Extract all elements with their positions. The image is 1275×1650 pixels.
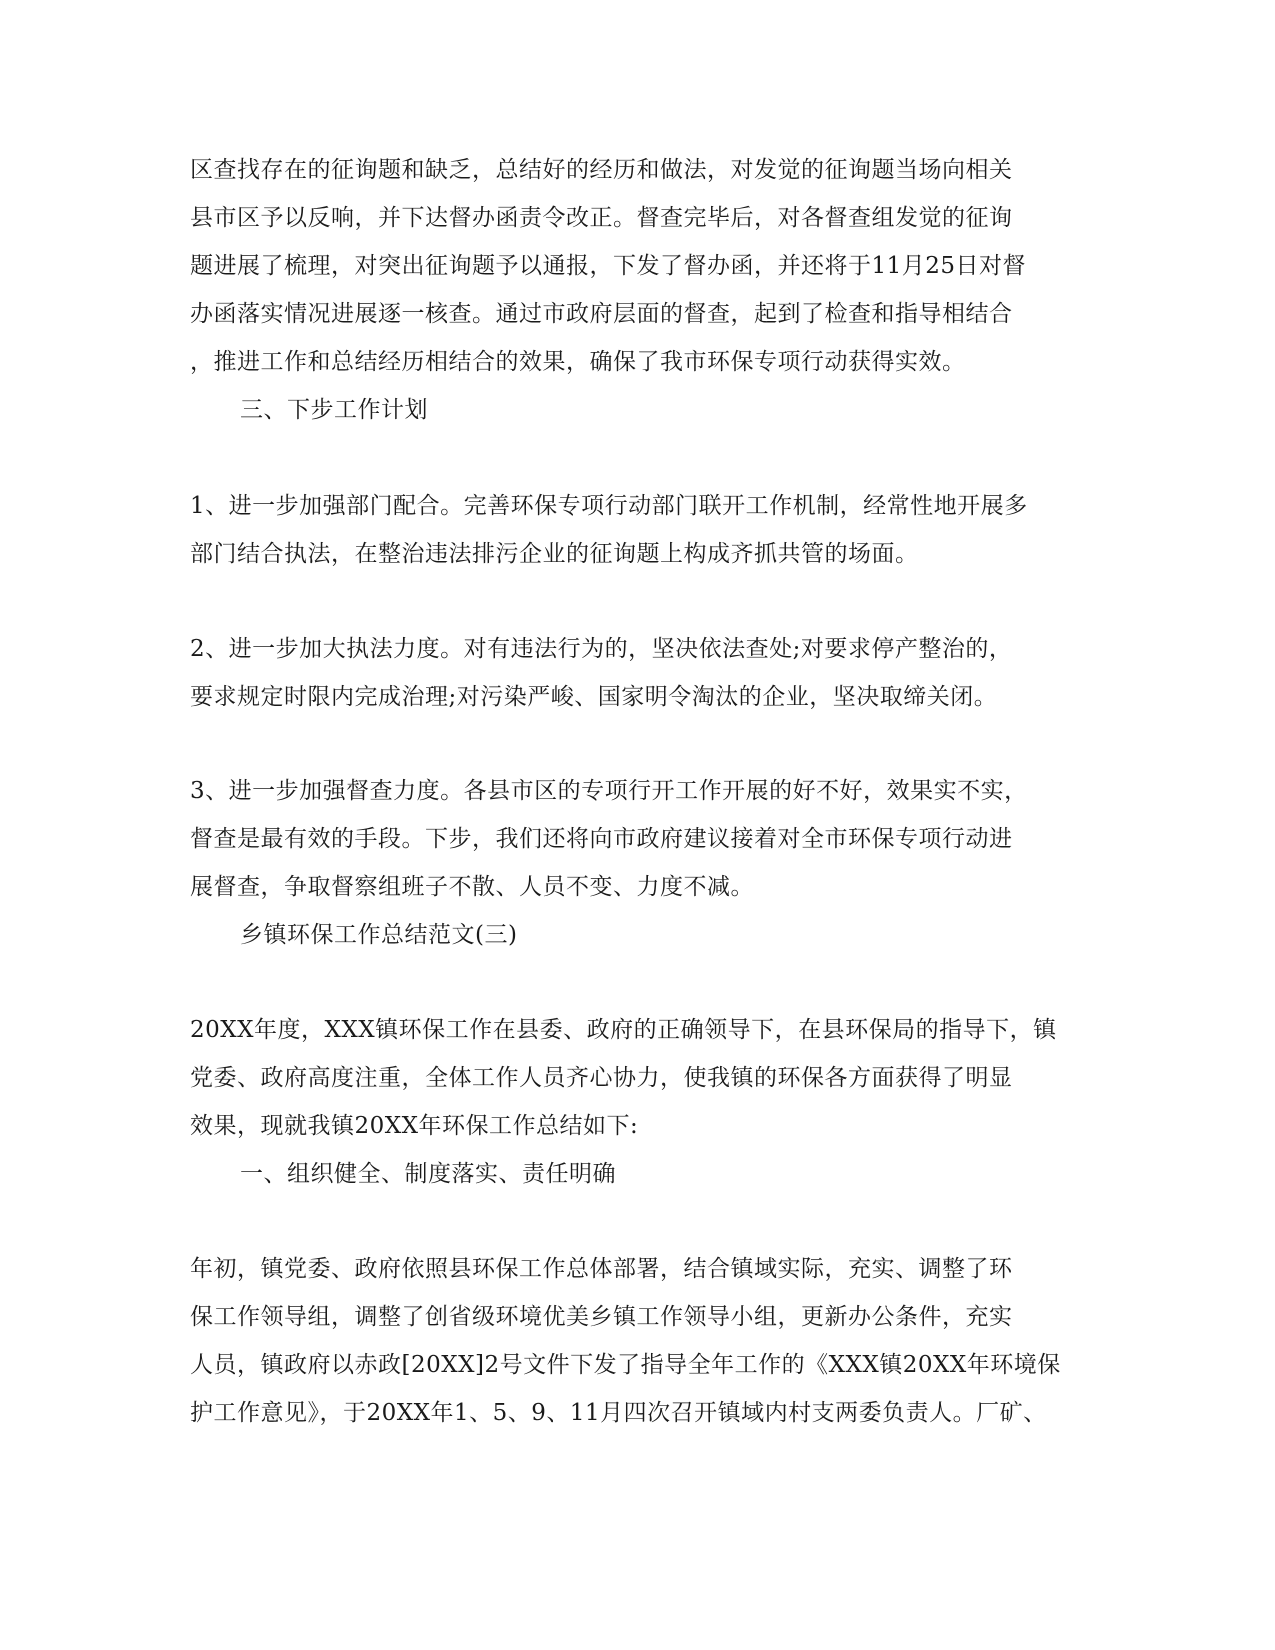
body-text-line: 人员，镇政府以赤政[20XX]2号文件下发了指导全年工作的《XXX镇20XX年环境保 <box>190 1352 1061 1378</box>
body-text-line: 2、进一步加大执法力度。对有违法行为的，坚决依法查处;对要求停产整治的， <box>190 636 1013 662</box>
section-heading: 一、组织健全、制度落实、责任明确 <box>240 1161 616 1187</box>
section-title: 乡镇环保工作总结范文(三) <box>240 922 518 948</box>
body-text-line: 区查找存在的征询题和缺乏，总结好的经历和做法，对发觉的征询题当场向相关 <box>190 157 1013 183</box>
body-text-line: 部门结合执法，在整治违法排污企业的征询题上构成齐抓共管的场面。 <box>190 541 919 567</box>
body-text-line: 展督查，争取督察组班子不散、人员不变、力度不减。 <box>190 874 754 900</box>
body-text-line: 年初，镇党委、政府依照县环保工作总体部署，结合镇域实际，充实、调整了环 <box>190 1256 1013 1282</box>
body-text-line: 1、进一步加强部门配合。完善环保专项行动部门联开工作机制，经常性地开展多 <box>190 493 1028 519</box>
body-text-line: 县市区予以反响，并下达督办函责令改正。督查完毕后，对各督查组发觉的征询 <box>190 205 1013 231</box>
section-heading: 三、下步工作计划 <box>240 397 428 423</box>
body-text-line: 题进展了梳理，对突出征询题予以通报，下发了督办函，并还将于11月25日对督 <box>190 253 1027 279</box>
body-text-line: 效果，现就我镇20XX年环保工作总结如下: <box>190 1113 639 1139</box>
body-text-line: 保工作领导组，调整了创省级环境优美乡镇工作领导小组，更新办公条件，充实 <box>190 1304 1013 1330</box>
body-text-line: 办函落实情况进展逐一核查。通过市政府层面的督查，起到了检查和指导相结合 <box>190 301 1013 327</box>
body-text-line: 3、进一步加强督查力度。各县市区的专项行开工作开展的好不好，效果实不实， <box>190 778 1028 804</box>
body-text-line: 党委、政府高度注重，全体工作人员齐心协力，使我镇的环保各方面获得了明显 <box>190 1065 1013 1091</box>
body-text-line: 督查是最有效的手段。下步，我们还将向市政府建议接着对全市环保专项行动进 <box>190 826 1013 852</box>
body-text-line: 护工作意见》，于20XX年1、5、9、11月四次召开镇域内村支两委负责人。厂矿、 <box>190 1400 1047 1426</box>
body-text-line: 20XX年度，XXX镇环保工作在县委、政府的正确领导下，在县环保局的指导下，镇 <box>190 1017 1057 1043</box>
body-text-line: 要求规定时限内完成治理;对污染严峻、国家明令淘汰的企业，坚决取缔关闭。 <box>190 684 998 710</box>
body-text-line: ，推进工作和总结经历相结合的效果，确保了我市环保专项行动获得实效。 <box>190 349 966 375</box>
